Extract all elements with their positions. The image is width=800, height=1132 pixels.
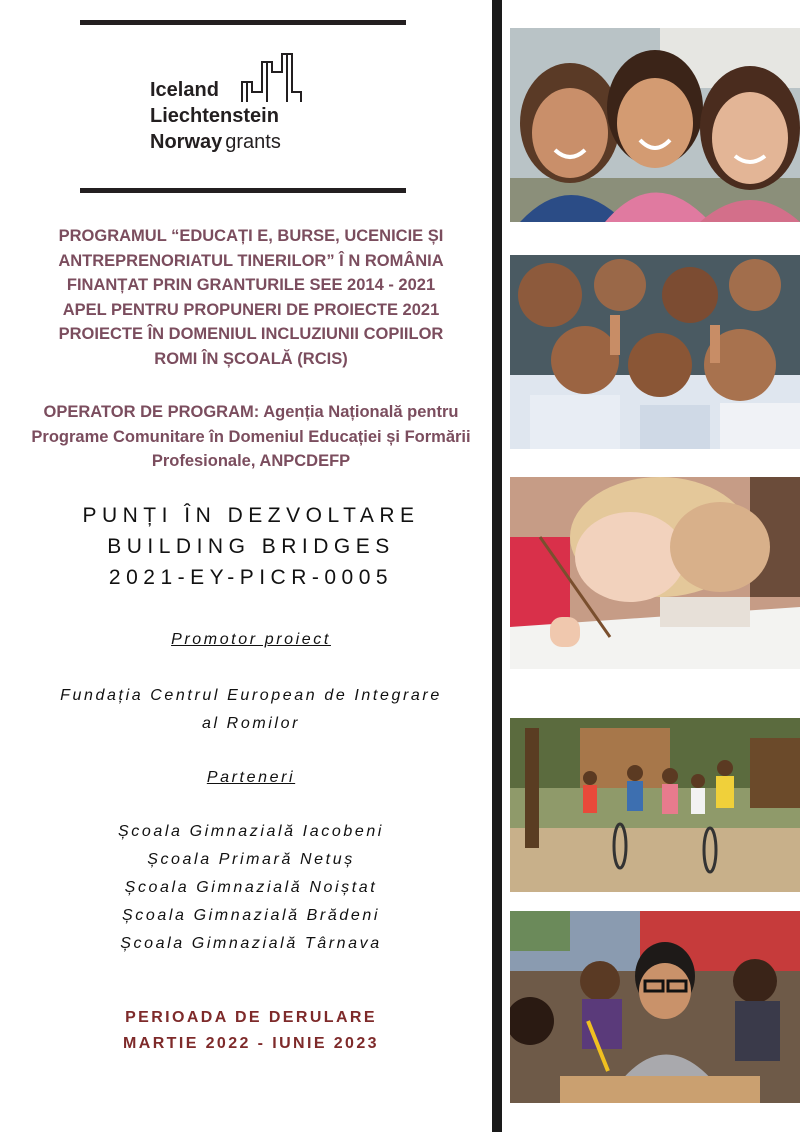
logo-grants: grants [225,131,281,153]
period-label: PERIOADA DE DERULARE [125,1009,377,1026]
children-drawing-photo [510,477,800,669]
project-title [20,500,482,593]
operator-line: Profesionale, ANPCDEFP [151,452,351,470]
partners-list [20,818,482,958]
program-line: ANTREPRENORIATUL TINERILOR” Î N ROMÂNIA [58,251,444,270]
group-of-children-photo [510,255,800,449]
three-smiling-girls-photo [510,28,800,222]
period-dates: MARTIE 2022 - IUNIE 2023 [123,1035,379,1052]
project-code: 2021-EY-PICR-0005 [108,566,394,589]
eea-grants-logo [150,74,320,164]
program-line: FINANȚAT PRIN GRANTURILE SEE 2014 - 2021 [66,276,436,294]
program-description [20,224,482,371]
project-title-en: BUILDING BRIDGES [107,535,395,558]
program-line: ROMI ÎN ȘCOALĂ (RCIS) [154,349,348,368]
project-period [20,1005,482,1057]
program-line: PROGRAMUL “EDUCAȚI E, BURSE, UCENICIE ȘI [58,227,444,245]
program-operator [10,400,492,474]
vertical-divider [492,0,502,1132]
promoter-name [20,682,482,738]
operator-line: Programe Comunitare în Domeniul Educației și Formării [31,427,471,446]
children-running-outdoors-photo [510,718,800,892]
partners-heading: Parteneri [206,769,296,786]
program-line: PROIECTE ÎN DOMENIUL INCLUZIUNII COPIILOR [58,325,444,343]
promoter-line: Fundația Centrul European de Integrare [60,687,442,704]
photo-gap-gray [510,449,800,475]
project-title-ro: PUNȚI ÎN DEZVOLTARE [82,504,420,527]
partner-item: Școala Primară Netuș [147,851,355,868]
top-rule [80,20,406,25]
logo-iceland: Iceland [150,79,219,101]
promoter-line: al Romilor [201,715,300,732]
bottom-rule [80,188,406,193]
building-bridges-logo-icon [241,52,303,104]
program-line: APEL PENTRU PROPUNERI DE PROIECTE 2021 [62,300,440,319]
boy-in-classroom-photo [510,911,800,1103]
partner-item: Școala Gimnazială Iacobeni [118,823,384,840]
partner-item: Școala Gimnazială Noiștat [124,879,378,896]
logo-norway: Norway [150,131,223,153]
operator-line: OPERATOR DE PROGRAM: Agenția Națională pentru [43,403,459,421]
partner-item: Școala Gimnazială Târnava [120,935,382,952]
logo-liechtenstein: Liechtenstein [150,105,279,127]
partner-item: Școala Gimnazială Brădeni [122,907,380,924]
promoter-heading: Promotor proiect [171,631,331,648]
